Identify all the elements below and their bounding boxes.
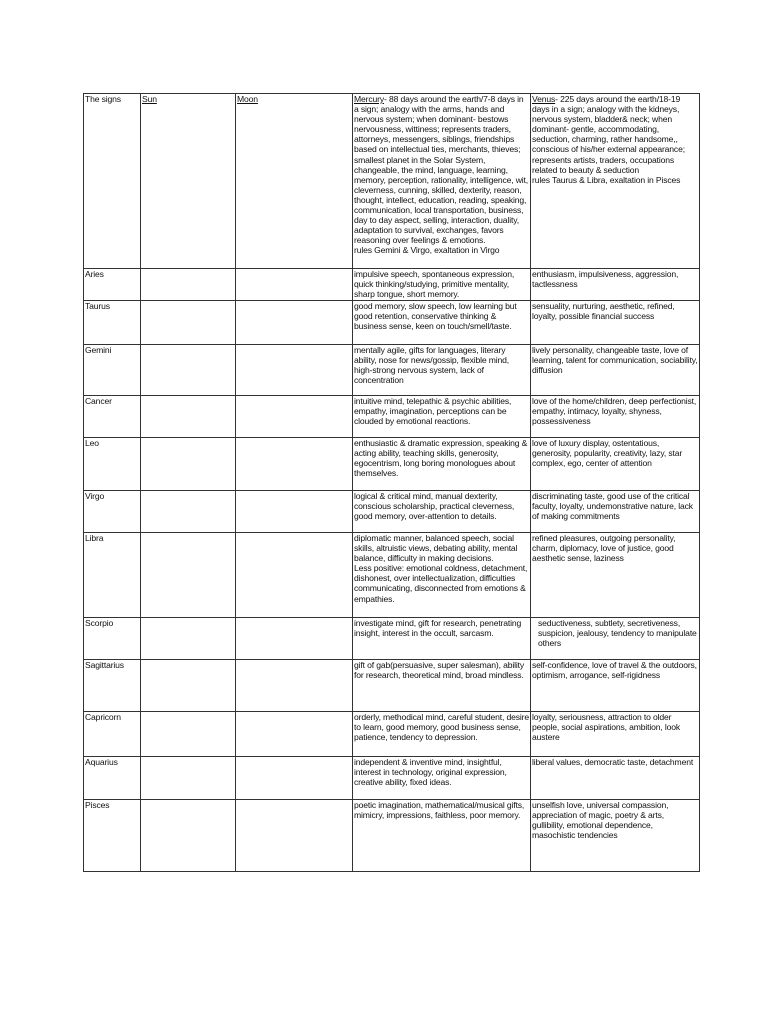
moon-cell: [236, 618, 353, 660]
venus-cell: love of the home/children, deep perfectionist, empathy, intimacy, loyalty, shyness, possessiveness: [531, 396, 700, 438]
mercury-cell: investigate mind, gift for research, penetrating insight, interest in the occult, sarcasm.: [353, 618, 531, 660]
table-row: [84, 301, 700, 345]
moon-cell: [236, 301, 353, 345]
mercury-cell: mentally agile, gifts for languages, literary ability, nose for news/gossip, flexible mind, high-strong nervous system, lack of concentration: [353, 345, 531, 396]
mercury-cell: orderly, methodical mind, careful student, desire to learn, good memory, good business sense, patience, tendency to depression.: [353, 712, 531, 757]
sign-cell: Gemini: [84, 345, 141, 396]
table-row: [84, 438, 700, 491]
table-row: [84, 800, 700, 872]
venus-cell: loyalty, seriousness, attraction to older people, social aspirations, ambition, look austere: [531, 712, 700, 757]
sun-cell: [141, 438, 236, 491]
header-signs: The signs: [84, 94, 141, 269]
mercury-cell: diplomatic manner, balanced speech, social skills, altruistic views, debating ability, mental balance, difficulty in making decisions. Less positive: emotional coldness, detachment, dishonest, over intellectualization, difficulties communicating, disconnected from emotions & empathies.: [353, 533, 531, 618]
sun-cell: [141, 396, 236, 438]
venus-cell: self-confidence, love of travel & the outdoors, optimism, arrogance, self-rigidness: [531, 660, 700, 712]
sign-cell: Scorpio: [84, 618, 141, 660]
table-row: [84, 396, 700, 438]
moon-cell: [236, 345, 353, 396]
table-row: [84, 533, 700, 618]
sun-cell: [141, 269, 236, 301]
sun-cell: [141, 757, 236, 800]
mercury-cell: enthusiastic & dramatic expression, speaking & acting ability, teaching skills, generosity, egocentrism, long boring monologues about themselves.: [353, 438, 531, 491]
mercury-rules: rules Gemini & Virgo, exaltation in Virgo: [354, 245, 500, 256]
mercury-cell: intuitive mind, telepathic & psychic abilities, empathy, imagination, perceptions can be clouded by emotional reactions.: [353, 396, 531, 438]
table-row: [84, 269, 700, 301]
venus-cell: unselfish love, universal compassion, appreciation of magic, poetry & arts, gullibility, emotional dependence, masochistic tendencies: [531, 800, 700, 872]
venus-rules: rules Taurus & Libra, exaltation in Pisces: [532, 174, 681, 185]
sign-cell: Virgo: [84, 491, 141, 533]
venus-cell: love of luxury display, ostentatious, generosity, popularity, creativity, lazy, star complex, ego, center of attention: [531, 438, 700, 491]
venus-title: Venus: [532, 94, 556, 104]
sign-cell: Pisces: [84, 800, 141, 872]
moon-cell: [236, 660, 353, 712]
table-row: [84, 345, 700, 396]
venus-cell: enthusiasm, impulsiveness, aggression, tactlessness: [531, 269, 700, 301]
zodiac-planet-table: [83, 93, 700, 872]
venus-cell: discriminating taste, good use of the critical faculty, loyalty, undemonstrative nature, lack of making commitments: [531, 491, 700, 533]
venus-cell: sensuality, nurturing, aesthetic, refined, loyalty, possible financial success: [531, 301, 700, 345]
header-moon: Moon: [236, 94, 353, 269]
sun-cell: [141, 800, 236, 872]
sign-cell: Aquarius: [84, 757, 141, 800]
sun-cell: [141, 301, 236, 345]
sun-cell: [141, 660, 236, 712]
table-row: [84, 712, 700, 757]
sign-cell: Aries: [84, 269, 141, 301]
sun-cell: [141, 345, 236, 396]
table-row: [84, 618, 700, 660]
header-sun: Sun: [141, 94, 236, 269]
venus-description: - 225 days around the earth/18-19 days in a sign; analogy with the kidneys, nervous system, bladder& neck; when dominant- gentle, accommodating, seduction, charming, rather handsome,, conscious of his/her external appearance; represents artists, traders, occupations related to beauty & seduction: [532, 94, 685, 175]
sun-cell: [141, 712, 236, 757]
mercury-title: Mercury: [354, 94, 384, 104]
sign-cell: Leo: [84, 438, 141, 491]
mercury-cell: gift of gab(persuasive, super salesman), ability for research, theoretical mind, broad mindless.: [353, 660, 531, 712]
venus-cell: seductiveness, subtlety, secretiveness, suspicion, jealousy, tendency to manipulate others: [531, 618, 700, 660]
header-mercury: [353, 94, 531, 269]
moon-cell: [236, 533, 353, 618]
mercury-cell: impulsive speech, spontaneous expression, quick thinking/studying, primitive mentality, sharp tongue, short memory.: [353, 269, 531, 301]
mercury-cell: good memory, slow speech, low learning but good retention, conservative thinking & business sense, keen on touch/smell/taste.: [353, 301, 531, 345]
sign-cell: Cancer: [84, 396, 141, 438]
sun-cell: [141, 533, 236, 618]
venus-cell: lively personality, changeable taste, love of learning, talent for communication, sociability, diffusion: [531, 345, 700, 396]
table-row: [84, 757, 700, 800]
sign-cell: Taurus: [84, 301, 141, 345]
mercury-description: - 88 days around the earth/7-8 days in a sign; analogy with the arms, hands and nervous system; when dominant- bestows nervousness, wittiness; represents traders, attorneys, messengers, siblings, friendships based on intellectual ties, merchants, thieves; smallest planet in the Solar System, changeable, the mind, language, learning, memory, perception, rationality, intelligence, wit, cleverness, cunning, skilled, dexterity, reason, thought, intellect, education, reading, speaking, communication, local transportation, business, day to day aspect, selling, interaction, duality, adaptation to survival, exchanges, favors reasoning over feelings & emotions.: [354, 94, 529, 246]
header-venus: [531, 94, 700, 269]
venus-cell: refined pleasures, outgoing personality, charm, diplomacy, love of justice, good aesthetic sense, laziness: [531, 533, 700, 618]
mercury-cell: logical & critical mind, manual dexterity, conscious scholarship, practical cleverness, good memory, over-attention to details.: [353, 491, 531, 533]
sun-cell: [141, 618, 236, 660]
mercury-cell: poetic imagination, mathematical/musical gifts, mimicry, impressions, faithless, poor memory.: [353, 800, 531, 872]
header-row: [84, 94, 700, 269]
moon-cell: [236, 757, 353, 800]
moon-cell: [236, 491, 353, 533]
sign-cell: Libra: [84, 533, 141, 618]
moon-cell: [236, 269, 353, 301]
moon-cell: [236, 712, 353, 757]
venus-cell: liberal values, democratic taste, detachment: [531, 757, 700, 800]
moon-cell: [236, 800, 353, 872]
table-row: [84, 491, 700, 533]
moon-cell: [236, 396, 353, 438]
mercury-cell: independent & inventive mind, insightful, interest in technology, original expression, creative ability, fixed ideas.: [353, 757, 531, 800]
sign-cell: Capricorn: [84, 712, 141, 757]
moon-cell: [236, 438, 353, 491]
sun-cell: [141, 491, 236, 533]
table-row: [84, 660, 700, 712]
sign-cell: Sagittarius: [84, 660, 141, 712]
